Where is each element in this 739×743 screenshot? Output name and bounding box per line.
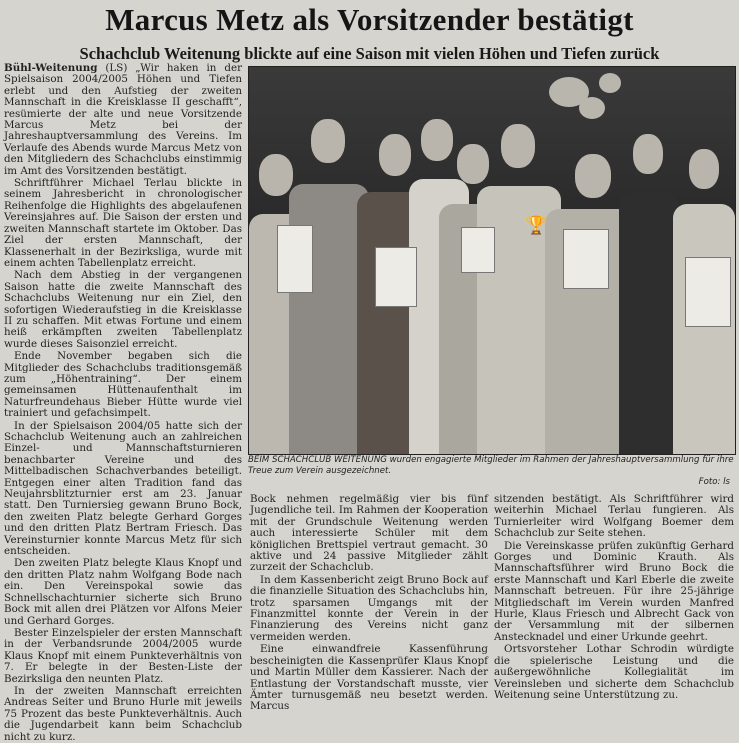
photo-caption xyxy=(248,455,734,489)
body-paragraph: Den zweiten Platz belegte Klaus Knopf und den dritten Platz nahm Wolfgang Bode nach ein. Den Vereinspokal sowie das Schnellschachturnier sicherte sich Bruno Bock mit allen drei Plätzen vor Alfons Meier und Gerhard Gorges. xyxy=(4,557,242,627)
group-photo xyxy=(248,66,736,455)
certificate xyxy=(375,247,417,307)
certificate xyxy=(563,229,609,289)
body-paragraph: Die Vereinskasse prüfen zukünftig Gerhard Gorges und Dominic Krauth. Als Mannschaftsführer wird Bruno Bock die erste Mannschaft und Karl Eberle die zweite Mannschaft betreuen. Für ihre 25-jährige Mitgliedschaft im Verein wurden Manfred Hurle, Klaus Friesch und Albrecht Gack von der Versammlung mit der silbernen Anstecknadel und einer Urkunde geehrt. xyxy=(494,539,734,643)
article-column-2 xyxy=(250,493,488,713)
lead-paragraph xyxy=(4,63,242,177)
author-tag: (LS) xyxy=(105,62,128,74)
body-paragraph: Bock nehmen regelmäßig vier bis fünf Jugendliche teil. Im Rahmen der Kooperation mit der Grundschule Weitenung werden auch interessierte Schüler mit dem königlichen Brettspiel vertraut gemacht. 30 aktive und 24 passive Mitglieder zählt zurzeit der Schachclub. xyxy=(250,493,488,574)
body-paragraph: Ende November begaben sich die Mitglieder des Schachclubs traditionsgemäß zum „Höhentraining“. Der einem gemeinsamen Hüttenaufenthalt im Naturfreundehaus Bieber Hütte wurde viel trainiert und gefachsimpelt. xyxy=(4,350,242,420)
body-paragraph: sitzenden bestätigt. Als Schriftführer wird weiterhin Michael Terlau fungieren. Als Turnierleiter wird Wolfgang Boemer dem Schachclub zur Seite stehen. xyxy=(494,493,734,540)
certificate xyxy=(685,257,731,327)
article-column-3 xyxy=(494,493,734,701)
body-paragraph: Eine einwandfreie Kassenführung bescheinigten die Kassenprüfer Klaus Knopf und Martin Müller dem Kassierer. Nach der Entlastung der Vorstandschaft musste, vier Ämter turnusgemäß neu besetzt werden. Marcus xyxy=(250,643,488,713)
dateline-location: Bühl-Weitenung xyxy=(4,62,98,74)
body-paragraph: Bester Einzelspieler der ersten Mannschaft in der Verbandsrunde 2004/2005 wurde Klaus Knopf mit einem Punkteverhältnis von 7. Er belegte in der Besten-Liste der Bezirksliga den neunten Platz. xyxy=(4,626,242,685)
article-subheadline: Schachclub Weitenung blickte auf eine Saison mit vielen Höhen und Tiefen zurück xyxy=(79,44,660,63)
article-headline: Marcus Metz als Vorsitzender bestätigt xyxy=(105,2,634,37)
body-paragraph: In der zweiten Mannschaft erreichten Andreas Seiter und Bruno Hurle mit jeweils 75 Prozent das beste Punkteverhältnis. Auch die Jugendarbeit kann beim Schachclub nicht zu kurz. xyxy=(4,684,242,743)
certificate xyxy=(461,227,495,273)
trophy-icon: 🏆 xyxy=(525,215,548,236)
body-paragraph: Nach dem Abstieg in der vergangenen Saison hatte die zweite Mannschaft des Schachclubs Weitenung nur ein Ziel, den sofortigen Wiederaufstieg in die Kreisklasse II zu schaffen. Mit etwas Fortune und einem heiß erkämpften zweiten Tabellenplatz wurde dieses Saisonziel erreicht. xyxy=(4,269,242,350)
body-paragraph: In der Spielsaison 2004/05 hatte sich der Schachclub Weitenung auch an zahlreichen Einzel- und Mannschaftsturnieren benachbarter Vereine und des Mittelbadischen Schachverbandes beteiligt. Entgegen einer alten Tradition fand das Neujahrsblitzturnier erst am 23. Januar statt. Den Turniersieg gewann Bruno Bock, den zweiten Platz belegte Gerhard Gorges und den dritten Platz Bertram Friesch. Das Vereinsturnier konnte Marcus Metz für sich entscheiden. xyxy=(4,419,242,558)
certificate xyxy=(277,225,313,293)
body-paragraph: Ortsvorsteher Lothar Schrodin würdigte die spielerische Leistung und die außergewöhnliche Kollegialität im Vereinsleben und sicherte dem Schachclub Weitenung seine Unterstützung zu. xyxy=(494,643,734,701)
body-paragraph: Schriftführer Michael Terlau blickte in seinem Jahresbericht in chronologischer Reihenfolge die Highlights des abgelaufenen Vereinsjahres auf. Die Saison der ersten und zweiten Mannschaft startete im Oktober. Das Ziel der ersten Mannschaft, der Klassenerhalt in der Bezirksliga, wurde mit einem achten Tabellenplatz erreicht. xyxy=(4,177,242,269)
lead-text: „Wir haken in der Spielsaison 2004/2005 Höhen und Tiefen erlebt und den Aufstieg der zweiten Mannschaft in die Kreisklasse II geschafft“, resümierte der alte und neue Vorsitzende Marcus Metz bei der Jahreshauptversammlung des Vereins. Im Verlaufe des Abends wurde Marcus Metz von den Mitgliedern des Schachclubs einstimmig im Amt des Vorsitzenden bestätigt. xyxy=(4,62,242,177)
photo-credit: Foto: ls xyxy=(698,477,730,487)
body-paragraph: In dem Kassenbericht zeigt Bruno Bock auf die finanzielle Situation des Schachclubs hin, trotz sparsamen Umgangs mit der Finanzmittel konnte der Verein in der Finanzierung des Vereins nicht ganz vermeiden werden. xyxy=(250,573,488,643)
article-column-1 xyxy=(4,62,242,743)
caption-text: BEIM SCHACHCLUB WEITENUNG wurden engagierte Mitglieder im Rahmen der Jahreshauptversammlung für ihre Treue zum Verein ausgezeichnet. xyxy=(248,455,734,476)
